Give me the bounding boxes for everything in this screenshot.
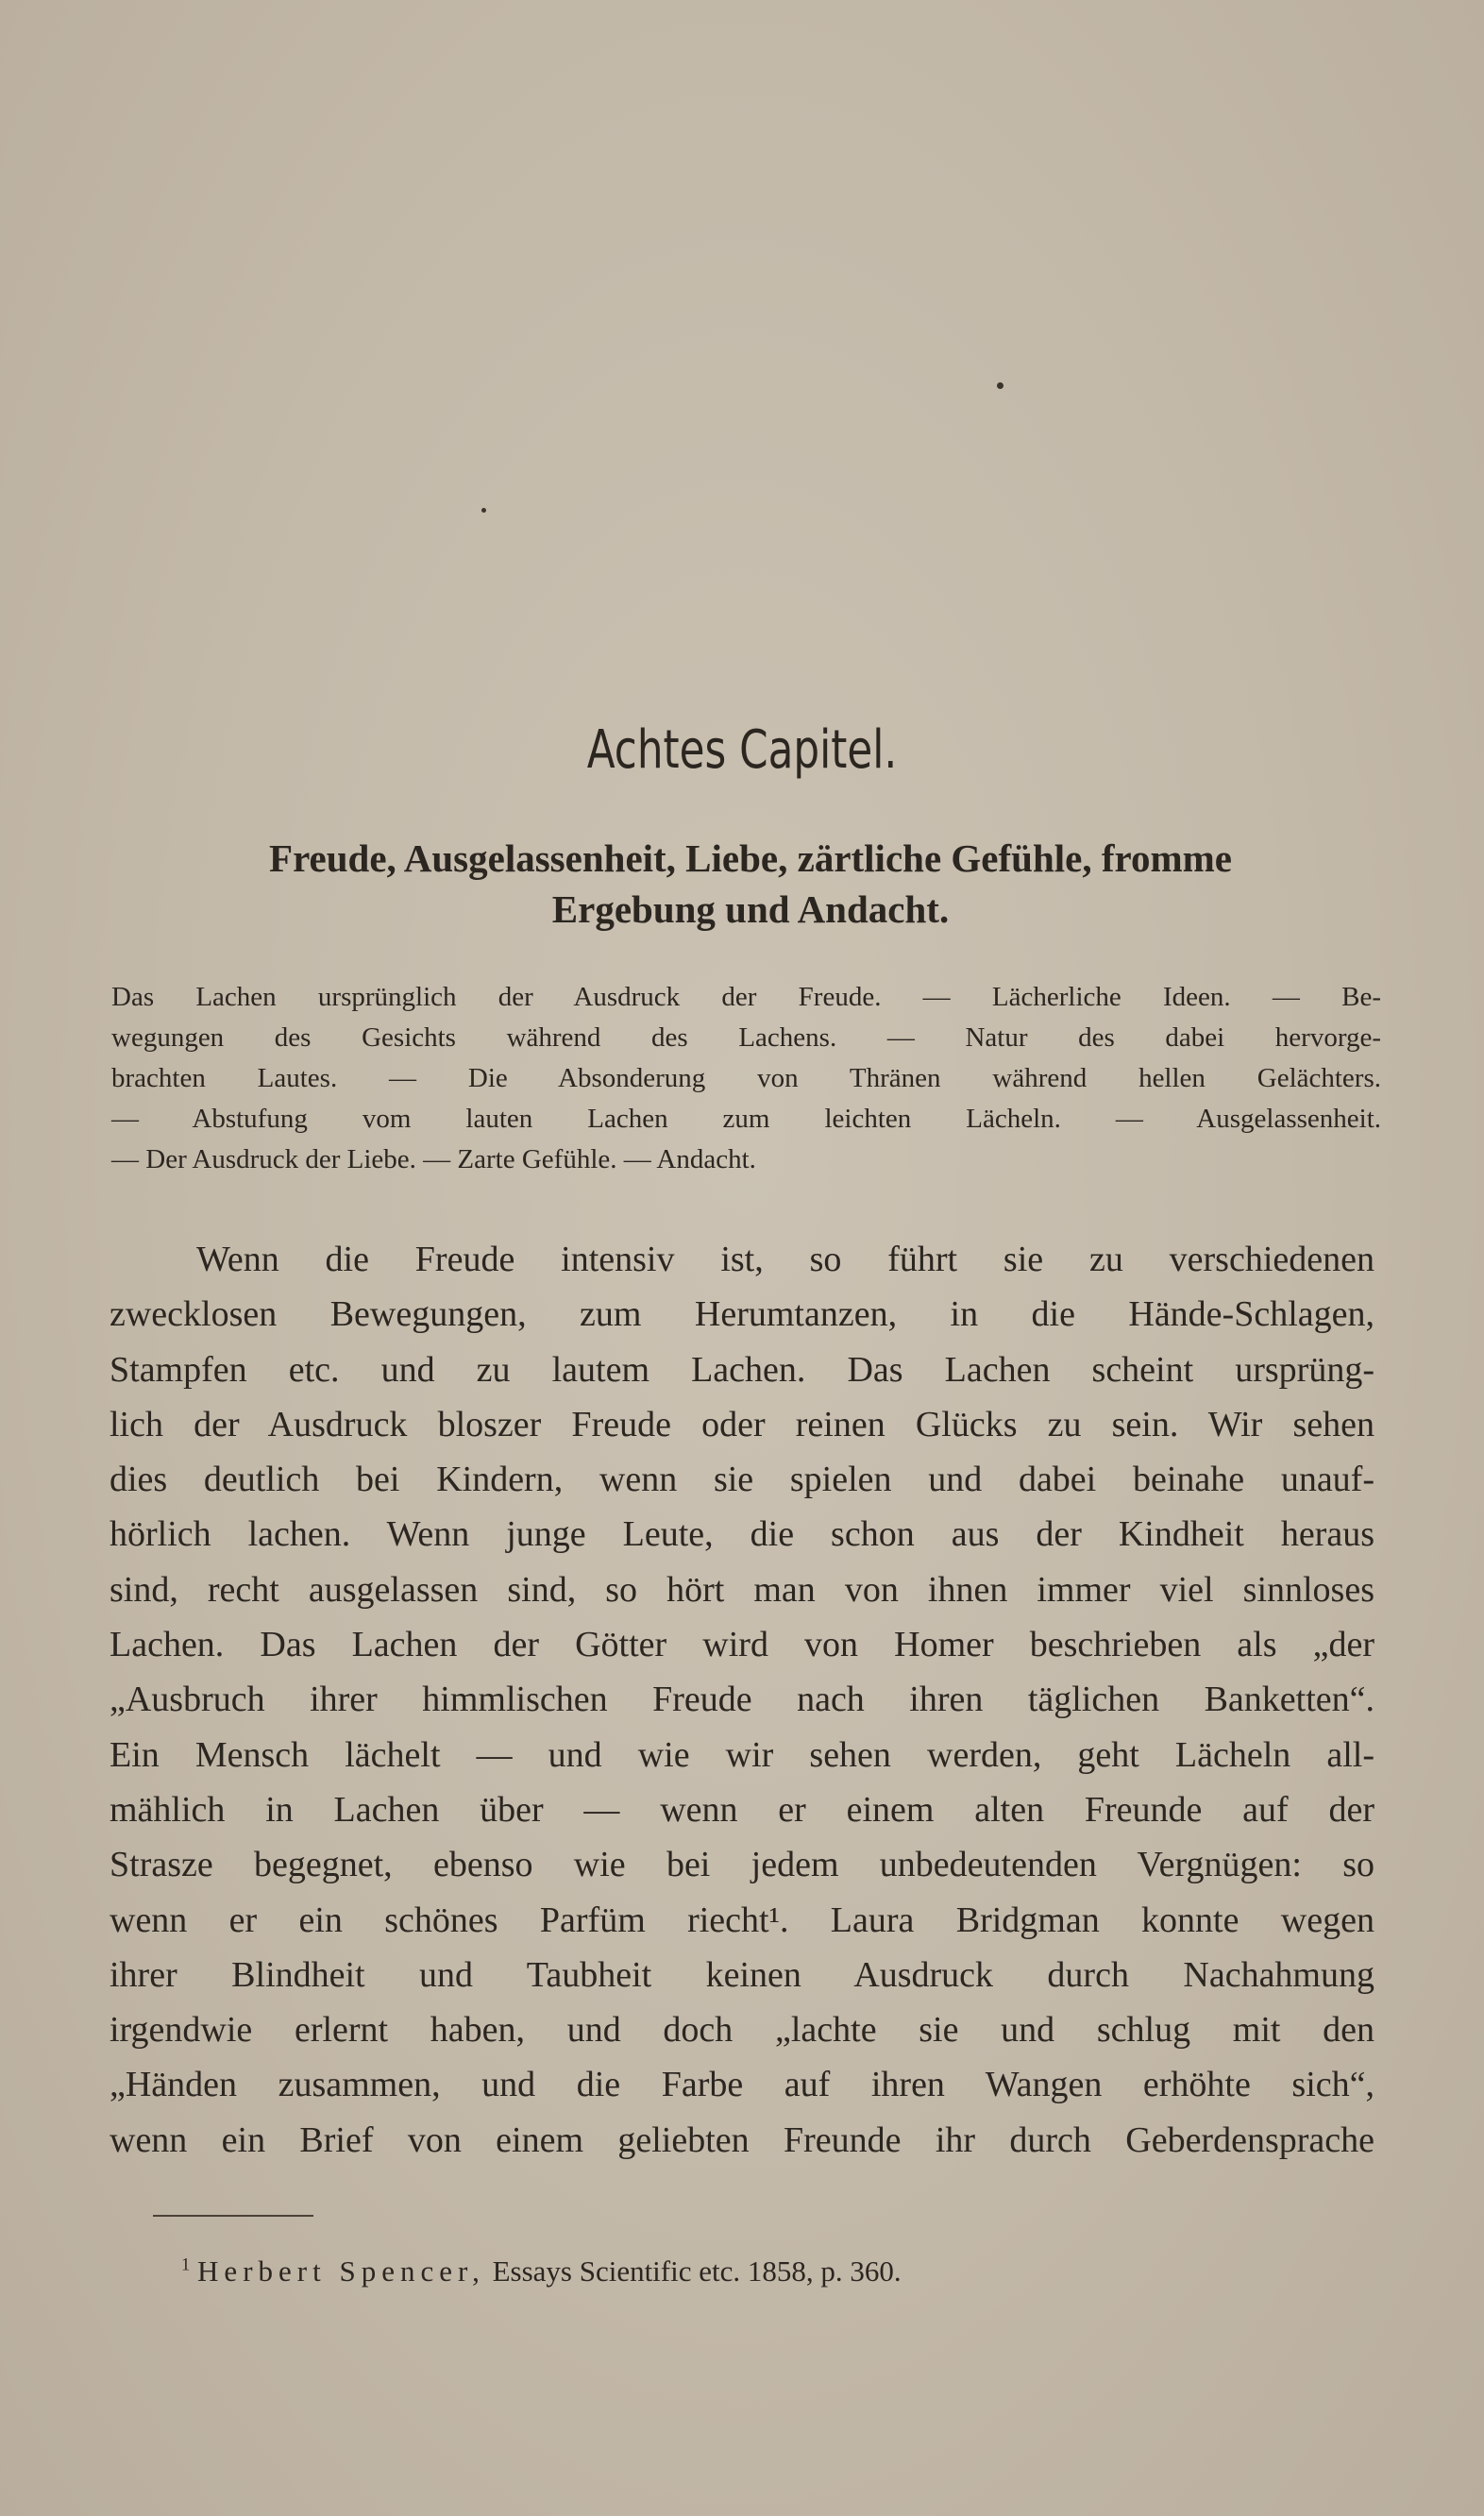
footnote-marker: 1 (181, 2254, 191, 2275)
body-line: Wenn die Freude intensiv ist, so führt sie zu verschiedenen (196, 1240, 1374, 1279)
body-line: irgendwie erlernt haben, und doch „lachte sie und schlug mit den (110, 2010, 1374, 2051)
body-paragraph (110, 1232, 1374, 2168)
summary-line: — Der Ausdruck der Liebe. — Zarte Gefühle. — Andacht. (111, 1144, 756, 1174)
summary-line: wegungen des Gesichts während des Lachens. — Natur des dabei hervorge- (111, 1022, 1381, 1053)
body-line: mählich in Lachen über — wenn er einem alten Freunde auf der (110, 1789, 1374, 1830)
body-line: hörlich lachen. Wenn junge Leute, die schon aus der Kindheit heraus (110, 1514, 1374, 1555)
body-line: dies deutlich bei Kindern, wenn sie spielen und dabei beinahe unauf- (110, 1460, 1374, 1500)
body-line: wenn ein Brief von einem geliebten Freunde ihr durch Geberdensprache (110, 2119, 1374, 2160)
footnote-author: Herbert Spencer, (197, 2254, 485, 2288)
chapter-title: Achtes Capitel. (586, 719, 898, 781)
body-line: „Ausbruch ihrer himmlischen Freude nach ihren täglichen Banketten“. (110, 1680, 1374, 1720)
subtitle-line: Ergebung und Andacht. (551, 887, 950, 931)
chapter-summary (111, 977, 1381, 1180)
summary-line: brachten Lautes. — Die Absonderung von Thränen während hellen Gelächters. (111, 1063, 1381, 1093)
ink-speck (997, 382, 1003, 389)
body-line: Lachen. Das Lachen der Götter wird von Homer beschrieben als „der (110, 1625, 1374, 1665)
body-line: ihrer Blindheit und Taubheit keinen Ausdruck durch Nachahmung (110, 1954, 1374, 1995)
summary-line: — Abstufung vom lauten Lachen zum leichten Lächeln. — Ausgelassenheit. (111, 1104, 1381, 1134)
body-line: Stampfen etc. und zu lautem Lachen. Das Lachen scheint ursprüng- (110, 1349, 1374, 1390)
footnote-text: Essays Scientific etc. 1858, p. 360. (492, 2254, 902, 2288)
footnote-divider (153, 2215, 313, 2217)
subtitle-line: Freude, Ausgelassenheit, Liebe, zärtliche Gefühle, fromme (269, 836, 1232, 880)
body-line: Ein Mensch lächelt — und wie wir sehen werden, geht Lächeln all- (110, 1734, 1374, 1775)
body-line: Strasze begegnet, ebenso wie bei jedem unbedeutenden Vergnügen: so (110, 1845, 1374, 1885)
body-line: „Händen zusammen, und die Farbe auf ihren Wangen erhöhte sich“, (110, 2065, 1374, 2105)
summary-line: Das Lachen ursprünglich der Ausdruck der Freude. — Lächerliche Ideen. — Be- (111, 982, 1381, 1012)
body-line: sind, recht ausgelassen sind, so hört man von ihnen immer viel sinnloses (110, 1569, 1374, 1610)
body-line: wenn er ein schönes Parfüm riecht¹. Laura Bridgman konnte wegen (110, 1900, 1374, 1940)
ink-speck (481, 508, 486, 513)
chapter-subtitle (123, 833, 1378, 935)
body-line: lich der Ausdruck bloszer Freude oder reinen Glücks zu sein. Wir sehen (110, 1404, 1374, 1444)
footnote (181, 2253, 902, 2290)
body-line: zwecklosen Bewegungen, zum Herumtanzen, in die Hände-Schlagen, (110, 1294, 1374, 1335)
